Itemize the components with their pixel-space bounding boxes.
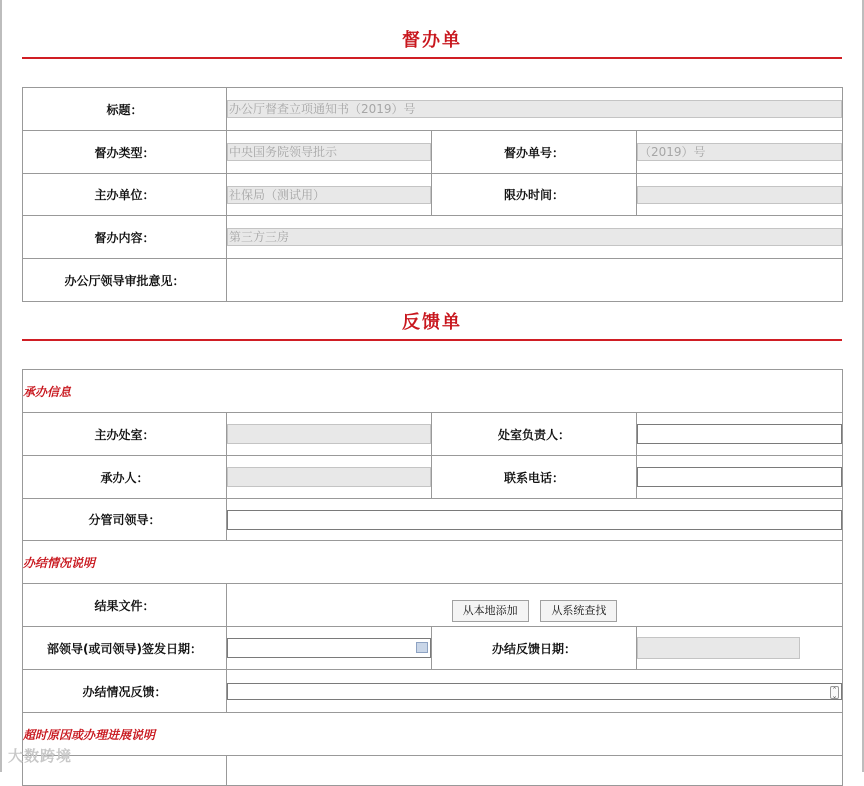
deadline-label: 限办时间： — [432, 174, 637, 216]
office-field[interactable] — [227, 424, 431, 444]
title-row — [23, 88, 843, 131]
handler-field[interactable] — [227, 467, 431, 487]
number-field[interactable]: （2019）号 — [637, 143, 842, 161]
search-system-button[interactable]: 从系统查找 — [540, 600, 617, 622]
content-row — [23, 216, 843, 259]
type-row — [23, 131, 843, 174]
result-file-label: 结果文件： — [23, 584, 227, 627]
handler-label: 承办人： — [23, 456, 227, 499]
opinion-label: 办公厅领导审批意见： — [23, 259, 227, 302]
overdue-section-header: 超时原因或办理进展说明 — [23, 713, 843, 756]
phone-label: 联系电话： — [432, 456, 637, 499]
number-label: 督办单号： — [432, 131, 637, 174]
office-head-label: 处室负责人： — [432, 413, 637, 456]
opinion-row — [23, 259, 843, 302]
handler-row — [23, 456, 843, 499]
leader-label: 分管司领导： — [23, 499, 227, 541]
feedback-table — [22, 369, 843, 786]
sign-date-input[interactable] — [227, 638, 431, 658]
feedback-date-field[interactable] — [637, 637, 800, 659]
supervision-table — [22, 87, 843, 302]
completion-header-row — [23, 541, 843, 584]
date-row — [23, 627, 843, 670]
supervision-form-title: 督办单 — [22, 26, 842, 59]
content-field[interactable]: 第三方三房 — [227, 228, 842, 246]
unit-row — [23, 174, 843, 216]
completion-feedback-textarea[interactable] — [227, 683, 842, 700]
overdue-header-row — [23, 713, 843, 756]
undertake-section-header: 承办信息 — [23, 370, 843, 413]
add-local-button[interactable]: 从本地添加 — [452, 600, 529, 622]
completion-section-header: 办结情况说明 — [23, 541, 843, 584]
textarea-resize-icon[interactable]: ⌃ ⌄ — [831, 685, 838, 700]
office-label: 主办处室： — [23, 413, 227, 456]
completion-feedback-label: 办结情况反馈： — [23, 670, 227, 713]
phone-input[interactable] — [637, 467, 842, 487]
calendar-icon[interactable] — [416, 642, 428, 653]
undertake-header-row — [23, 370, 843, 413]
result-file-row — [23, 584, 843, 627]
partial-row — [23, 756, 843, 786]
feedback-form-title: 反馈单 — [22, 308, 842, 341]
title-label: 标题： — [23, 88, 227, 131]
type-field[interactable]: 中央国务院领导批示 — [227, 143, 431, 161]
deadline-field[interactable] — [637, 186, 842, 204]
result-file-actions — [227, 584, 843, 627]
opinion-value — [227, 259, 843, 302]
watermark-logo: 大数跨境 — [8, 747, 73, 765]
title-field[interactable]: 办公厅督查立项通知书（2019）号 — [227, 100, 842, 118]
feedback-date-label: 办结反馈日期： — [432, 627, 637, 670]
unit-field[interactable]: 社保局（测试用） — [227, 186, 431, 204]
office-head-input[interactable] — [637, 424, 842, 444]
unit-label: 主办单位： — [23, 174, 227, 216]
completion-feedback-row — [23, 670, 843, 713]
content-label: 督办内容： — [23, 216, 227, 259]
leader-input[interactable] — [227, 510, 842, 530]
office-row — [23, 413, 843, 456]
type-label: 督办类型： — [23, 131, 227, 174]
leader-row — [23, 499, 843, 541]
sign-date-label: 部领导(或司领导)签发日期： — [23, 627, 227, 670]
